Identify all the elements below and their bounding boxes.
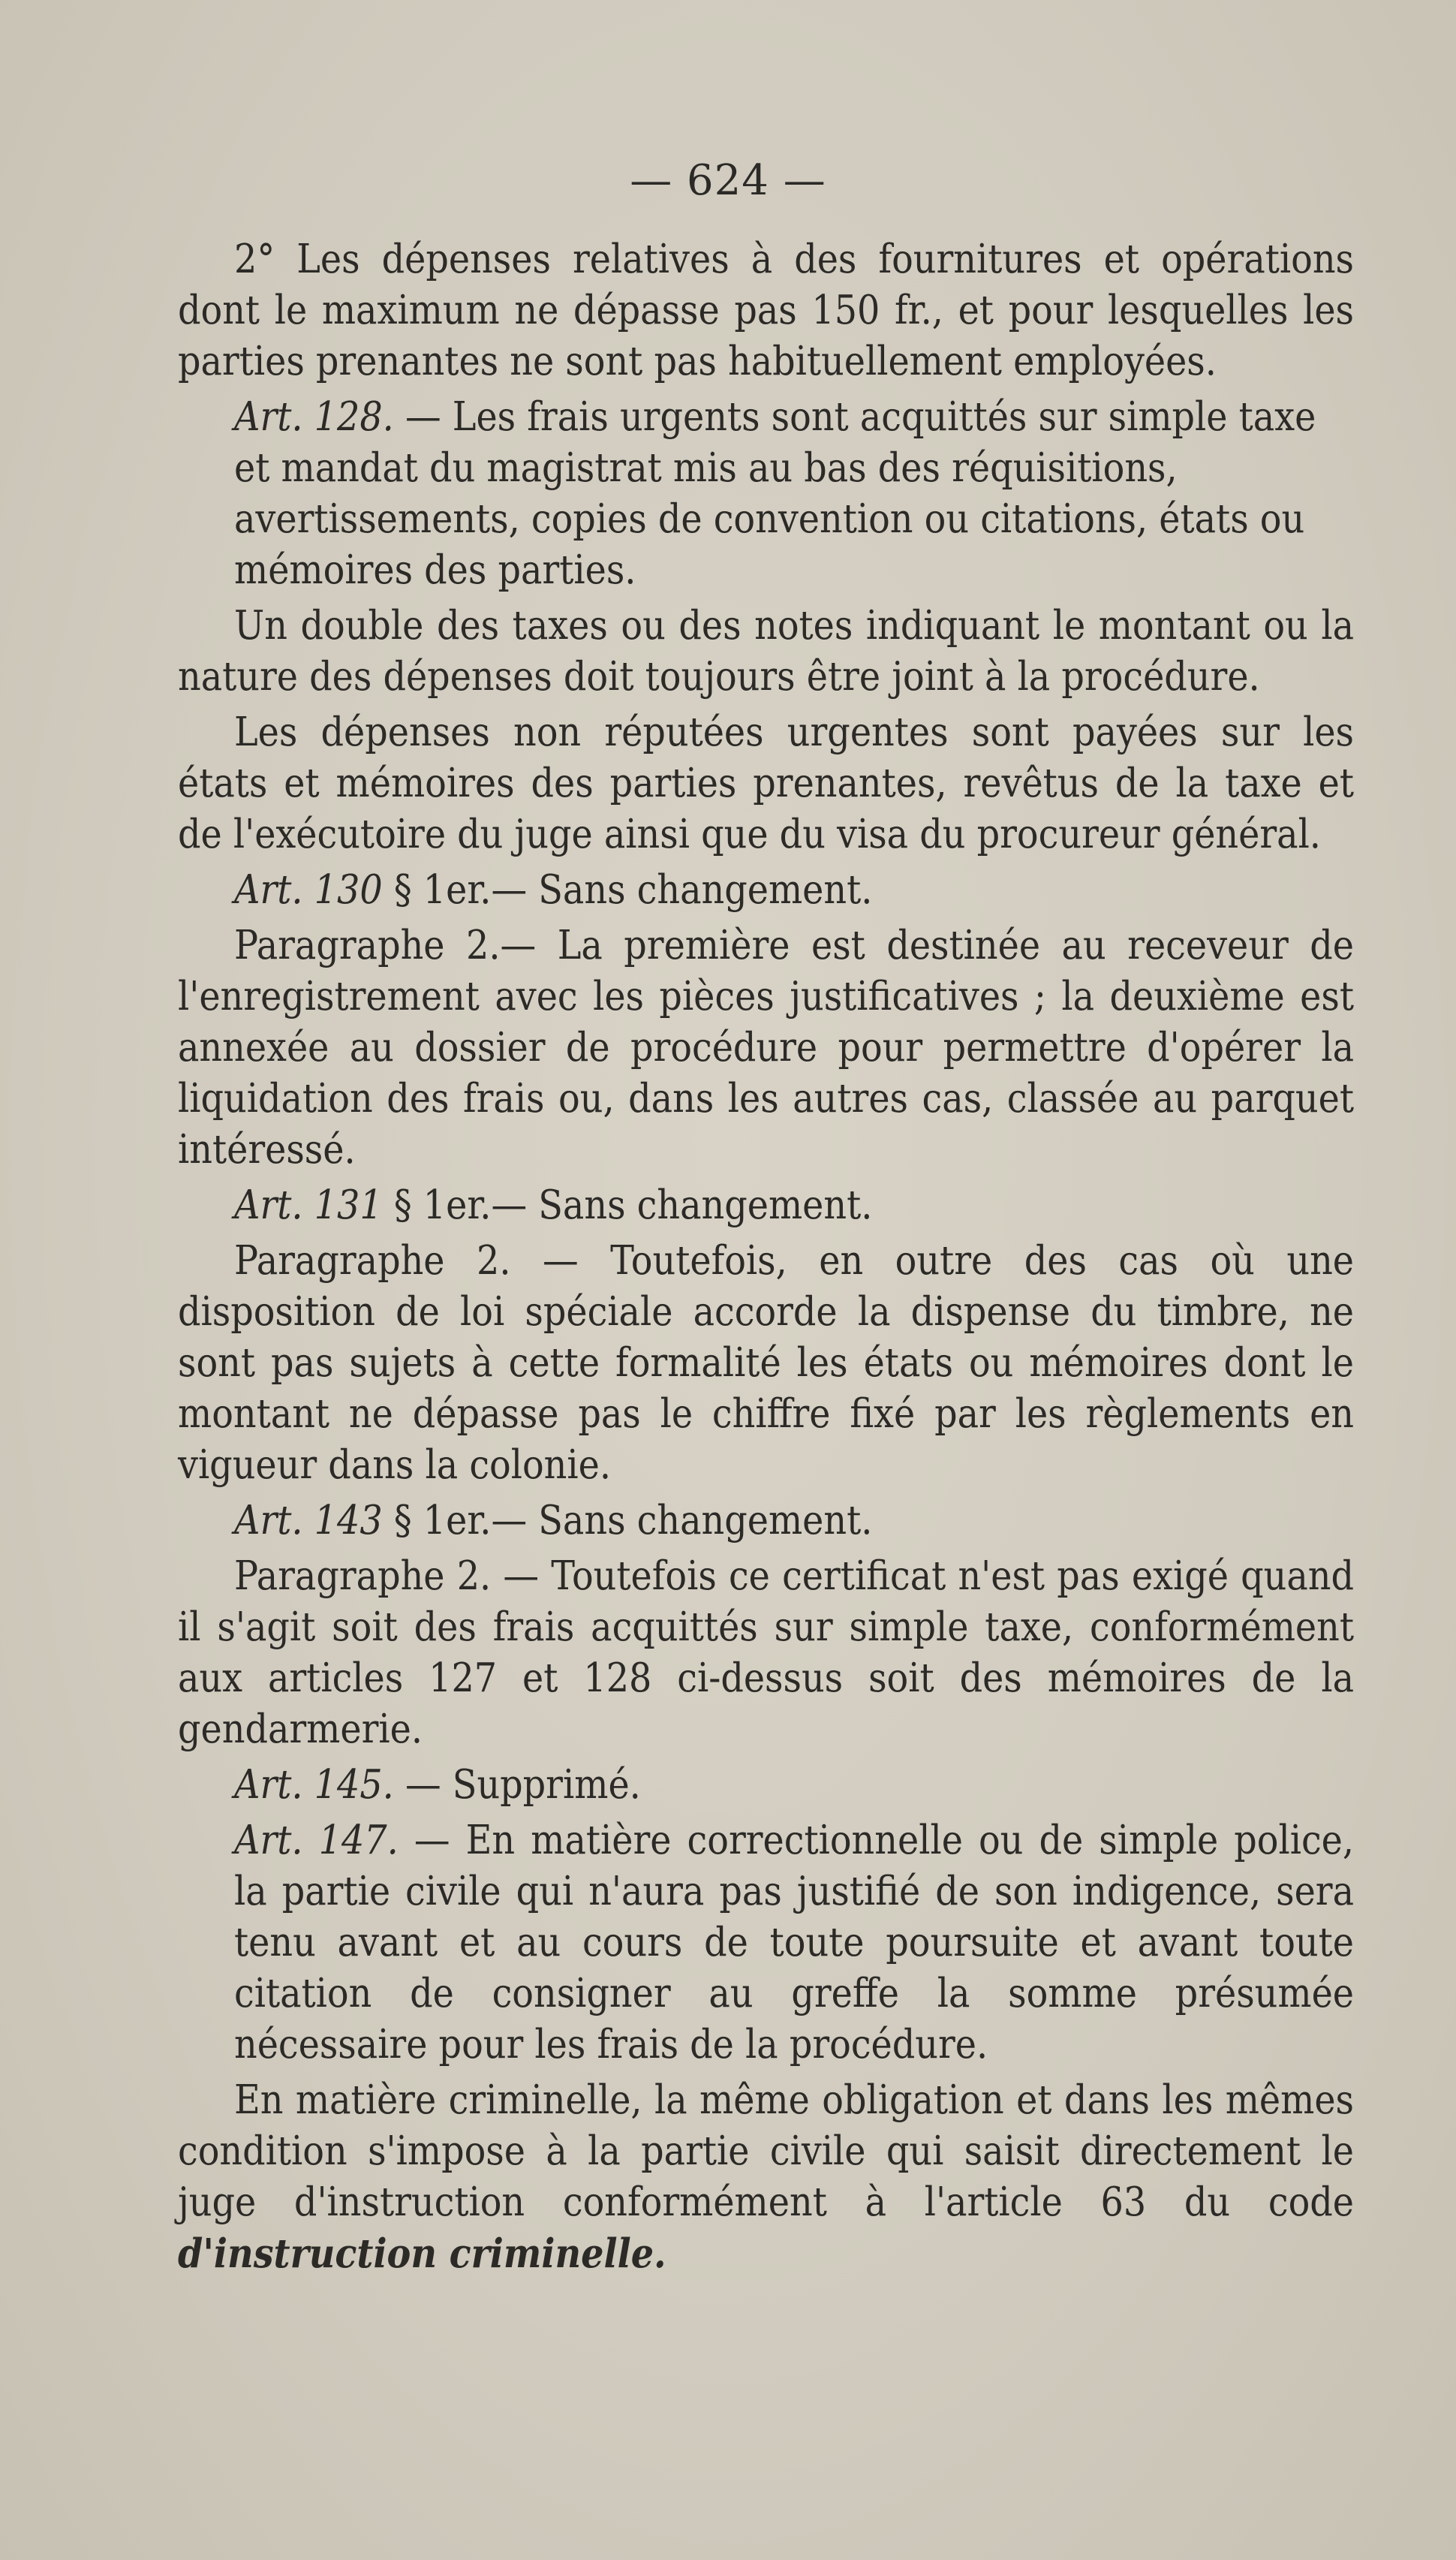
article-147: [178, 1815, 1354, 2071]
article-ref: Art. 143: [234, 1498, 383, 1544]
article-text: § 1er.— Sans changement.: [393, 867, 873, 913]
paragraph-double-taxes: Un double des taxes ou des notes indiquant le montant ou la nature des dépenses doit toujours être joint à la procédure.: [178, 603, 1354, 700]
article-text: — Supprimé.: [405, 1762, 641, 1808]
article-131: [178, 1180, 1354, 1231]
page-number: — 624 —: [630, 156, 826, 205]
paragraph-131-2: Paragraphe 2. — Toutefois, en outre des cas où une disposition de loi spéciale accorde la dispense du timbre, ne sont pas sujets à cette formalité les états ou mémoires dont le montant ne dépasse pas le chiffre fixé par les règlements en vigueur dans la colonie.: [178, 1238, 1354, 1488]
article-text: § 1er.— Sans changement.: [393, 1182, 873, 1228]
article-ref: Art. 147.: [234, 1818, 399, 1863]
article-ref: Art. 128.: [234, 394, 394, 440]
article-ref: Art. 130: [234, 867, 383, 913]
article-145: [178, 1760, 1354, 1811]
closing-phrase: d'instruction criminelle.: [178, 2230, 666, 2277]
article-ref: Art. 145.: [234, 1762, 394, 1808]
article-text: — Les frais urgents sont acquittés sur simple taxe et mandat du magistrat mis au bas des réquisitions, avertissements, copies de convention ou citations, états ou mémoires des parties.: [234, 394, 1316, 593]
paragraph-2-depenses: 2° Les dépenses relatives à des fournitures et opérations dont le maximum ne dépasse pas 150 fr., et pour lesquelles les parties prenantes ne sont pas habituellement employées.: [178, 236, 1354, 384]
paragraph-matiere-criminelle: [178, 2075, 1354, 2280]
page-body: [178, 234, 1354, 2284]
article-130: [178, 865, 1354, 916]
article-text: § 1er.— Sans changement.: [393, 1498, 873, 1544]
article-text: — En matière correctionnelle ou de simple police, la partie civile qui n'aura pas justifié de son indigence, sera tenu avant et au cours de toute poursuite et avant toute citation de consigner au greffe la somme présumée nécessaire pour les frais de la procédure.: [234, 1818, 1354, 2068]
paragraph-depenses-non-urgentes: Les dépenses non réputées urgentes sont payées sur les états et mémoires des parties prenantes, revêtus de la taxe et de l'exécutoire du juge ainsi que du visa du procureur général.: [178, 709, 1354, 857]
paragraph-text: En matière criminelle, la même obligation et dans les mêmes condition s'impose à la partie civile qui saisit directement le juge d'instruction conformément à l'article 63 du code: [178, 2077, 1354, 2225]
paragraph-143-2: Paragraphe 2. — Toutefois ce certificat n'est pas exigé quand il s'agit soit des frais acquittés sur simple taxe, conformément aux articles 127 et 128 ci-dessus soit des mémoires de la gendarmerie.: [178, 1553, 1354, 1752]
paragraph-130-2: Paragraphe 2.— La première est destinée au receveur de l'enregistrement avec les pièces justificatives ; la deuxième est annexée au dossier de procédure pour permettre d'opérer la liquidation des frais ou, dans les autres cas, classée au parquet intéressé.: [178, 923, 1354, 1173]
article-ref: Art. 131: [234, 1182, 383, 1228]
article-143: [178, 1495, 1354, 1547]
article-128: [178, 392, 1354, 596]
